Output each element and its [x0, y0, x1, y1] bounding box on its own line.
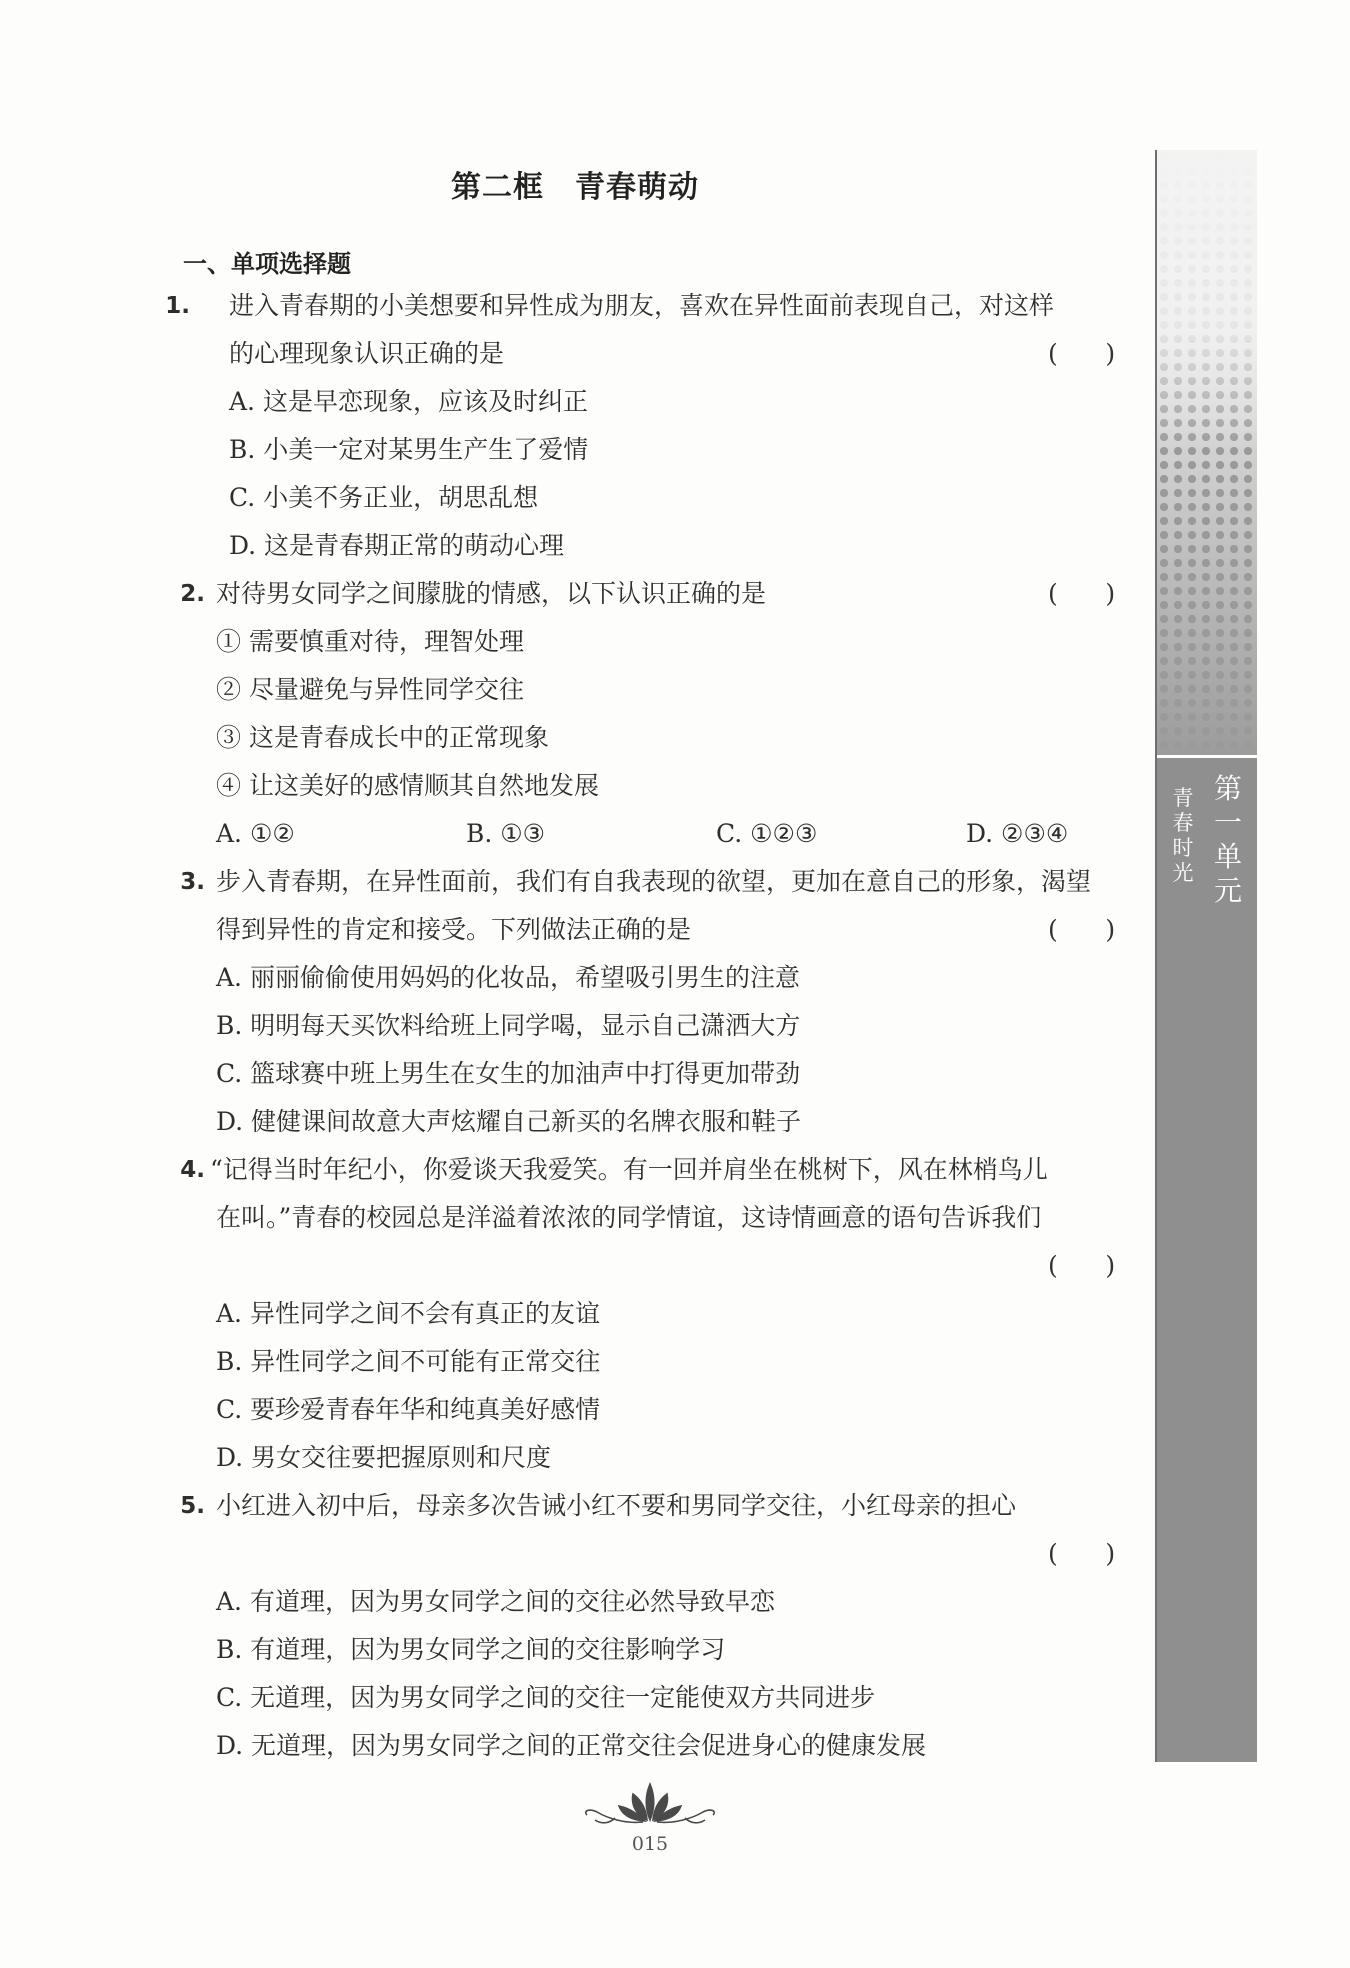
section-heading: 一、单项选择题	[183, 250, 351, 278]
question-number: 4.	[180, 1157, 205, 1183]
statement-4: ④ 让这美好的感情顺其自然地发展	[216, 771, 599, 800]
option-a: A. 异性同学之间不会有真正的友谊	[216, 1299, 600, 1328]
option-b: B. 明明每天买饮料给班上同学喝，显示自己潇洒大方	[216, 1011, 801, 1040]
option-b: B. 异性同学之间不可能有正常交往	[216, 1347, 601, 1376]
unit-label: 第 一 单 元	[1213, 772, 1242, 907]
option-d: D. ②③④	[966, 819, 1069, 848]
option-d: D. 健健课间故意大声炫耀自己新买的名牌衣服和鞋子	[216, 1107, 802, 1136]
question-stem-text: 小红进入初中后，母亲多次告诫小红不要和男同学交往，小红母亲的担心	[216, 1491, 1017, 1520]
page-title: 第二框 青春萌动	[451, 170, 699, 205]
answer-bracket: ( )	[1048, 579, 1116, 608]
question-stem-text: “记得当时年纪小，你爱谈天我爱笑。有一回并肩坐在桃树下，风在林梢鸟儿	[210, 1155, 1048, 1184]
question-number: 5.	[180, 1493, 205, 1519]
option-b: B. 小美一定对某男生产生了爱情	[229, 435, 589, 464]
option-d: D. 这是青春期正常的萌动心理	[229, 531, 565, 560]
question-stem-text: 的心理现象认识正确的是	[229, 339, 505, 368]
statement-3: ③ 这是青春成长中的正常现象	[216, 723, 549, 752]
option-b: B. 有道理，因为男女同学之间的交往影响学习	[216, 1635, 726, 1664]
question-stem-text: 在叫。”青春的校园总是洋溢着浓浓的同学情谊，这诗情画意的语句告诉我们	[216, 1203, 1042, 1232]
question-number: 2.	[180, 581, 205, 607]
answer-bracket: ( )	[1048, 339, 1116, 368]
unit-side-tab	[1155, 150, 1257, 1762]
option-a: A. 有道理，因为男女同学之间的交往必然导致早恋	[216, 1587, 775, 1616]
question-stem-text: 得到异性的肯定和接受。下列做法正确的是	[216, 915, 692, 944]
question-number: 1.	[165, 293, 190, 319]
divider	[1157, 755, 1257, 758]
option-c: C. 无道理，因为男女同学之间的交往一定能使双方共同进步	[216, 1683, 876, 1712]
unit-subtitle: 青 春 时 光	[1172, 786, 1194, 885]
option-b: B. ①③	[466, 819, 546, 848]
question-stem-text: 对待男女同学之间朦胧的情感，以下认识正确的是	[216, 579, 767, 608]
option-c: C. 要珍爱青春年华和纯真美好感情	[216, 1395, 601, 1424]
question-stem-text: 步入青春期，在异性面前，我们有自我表现的欲望，更加在意自己的形象，渴望	[216, 867, 1092, 896]
option-d: D. 男女交往要把握原则和尺度	[216, 1443, 552, 1472]
answer-bracket: ( )	[1048, 1539, 1116, 1568]
statement-2: ② 尽量避免与异性同学交往	[216, 675, 524, 704]
option-c: C. 篮球赛中班上男生在女生的加油声中打得更加带劲	[216, 1059, 801, 1088]
option-a: A. 这是早恋现象，应该及时纠正	[229, 387, 588, 416]
answer-bracket: ( )	[1048, 915, 1116, 944]
option-c: C. ①②③	[716, 819, 818, 848]
statement-1: ① 需要慎重对待，理智处理	[216, 627, 524, 656]
answer-bracket: ( )	[1048, 1251, 1116, 1280]
option-d: D. 无道理，因为男女同学之间的正常交往会促进身心的健康发展	[216, 1731, 927, 1760]
page-number: 015	[631, 1833, 669, 1855]
option-a: A. 丽丽偷偷使用妈妈的化妆品，希望吸引男生的注意	[216, 963, 800, 992]
option-a: A. ①②	[216, 819, 295, 848]
option-c: C. 小美不务正业，胡思乱想	[229, 483, 539, 512]
question-stem-text: 进入青春期的小美想要和异性成为朋友，喜欢在异性面前表现自己，对这样	[229, 291, 1055, 320]
leaf-ornament-icon	[575, 1778, 725, 1828]
question-number: 3.	[180, 869, 205, 895]
